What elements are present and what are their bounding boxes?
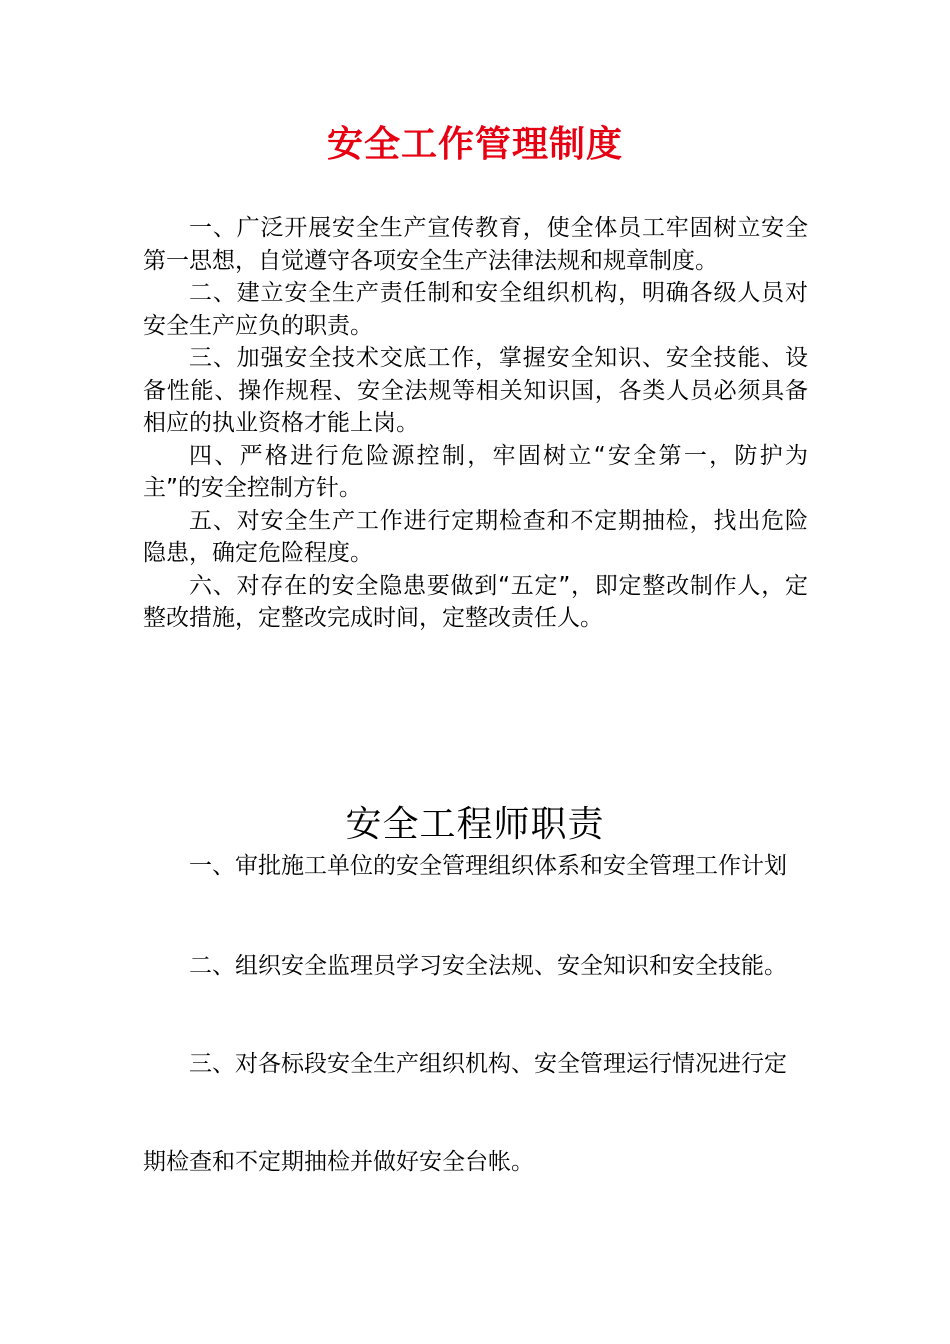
regulation-paragraph-5: 五、对安全生产工作进行定期检查和不定期抽检，找出危险隐患，确定危险程度。 [143,507,808,566]
regulation-paragraph-4: 四、严格进行危险源控制，牢固树立“安全第一，防护为主”的安全控制方针。 [143,442,808,501]
regulation-paragraph-6: 六、对存在的安全隐患要做到“五定”，即定整改制作人，定整改措施，定整改完成时间，定整改责任人。 [143,572,808,631]
duty-item-1: 一、审批施工单位的安全管理组织体系和安全管理工作计划 [189,853,787,879]
duty-item-3-continued: 期检查和不定期抽检并做好安全台帐。 [143,1149,534,1175]
document-title: 安全工作管理制度 [326,124,623,165]
section-title-safety-engineer: 安全工程师职责 [345,804,605,845]
regulation-paragraph-1: 一、广泛开展安全生产宣传教育，使全体员工牢固树立安全第一思想，自觉遵守各项安全生产法律法规和规章制度。 [143,215,808,274]
regulation-section [143,212,808,635]
duty-item-3: 三、对各标段安全生产组织机构、安全管理运行情况进行定 [189,1051,787,1077]
regulation-paragraph-2: 二、建立安全生产责任制和安全组织机构，明确各级人员对安全生产应负的职责。 [143,280,808,339]
duty-item-2: 二、组织安全监理员学习安全法规、安全知识和安全技能。 [189,953,787,979]
regulation-paragraph-3: 三、加强安全技术交底工作，掌握安全知识、安全技能、设备性能、操作规程、安全法规等相关知识国，各类人员必须具备相应的执业资格才能上岗。 [143,345,808,436]
